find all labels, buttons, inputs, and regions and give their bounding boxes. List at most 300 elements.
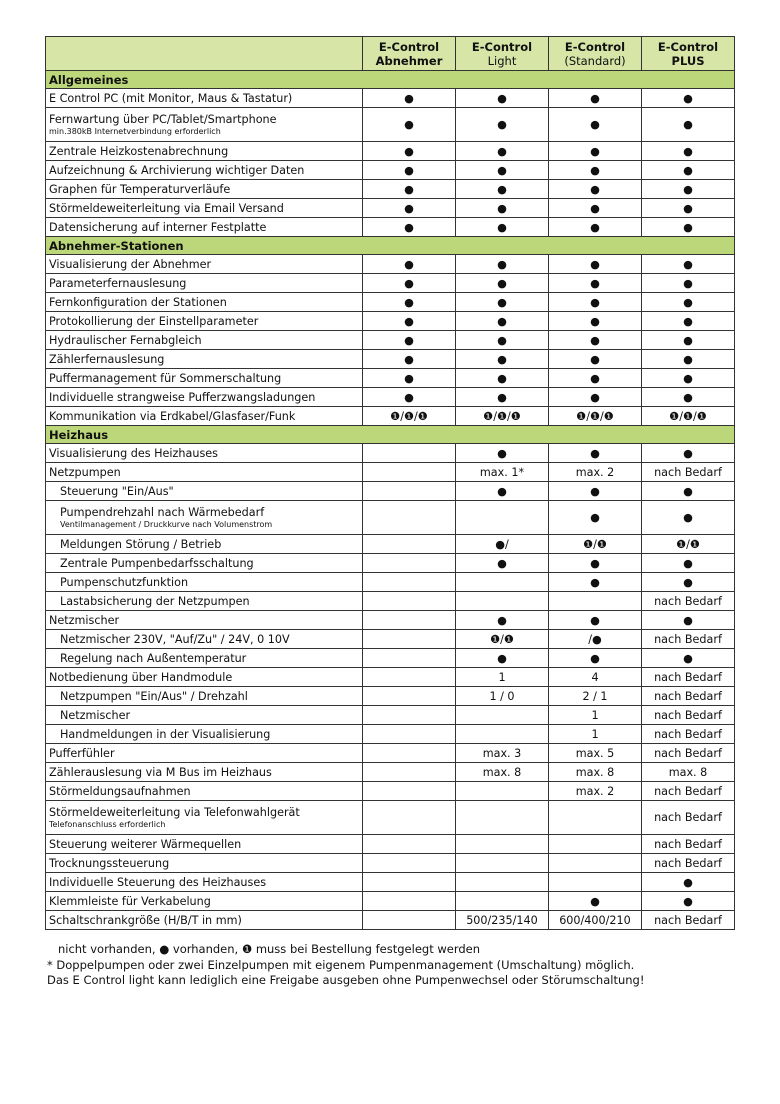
feature-label-cell — [46, 706, 363, 725]
value-cell: nach Bedarf — [642, 782, 735, 801]
table-row — [46, 312, 735, 331]
table-row — [46, 255, 735, 274]
table-row — [46, 744, 735, 763]
feature-label: Störmeldungsaufnahmen — [49, 784, 191, 798]
feature-label-cell — [46, 835, 363, 854]
value-cell — [456, 835, 549, 854]
value-cell: ● — [363, 218, 456, 237]
feature-label: Puffermanagement für Sommerschaltung — [49, 371, 282, 385]
table-row — [46, 706, 735, 725]
feature-label-cell — [46, 463, 363, 482]
feature-label-cell — [46, 535, 363, 554]
feature-label-cell — [46, 763, 363, 782]
value-cell — [363, 649, 456, 668]
footnote-light: Das E Control light kann lediglich eine Freigabe ausgeben ohne Pumpenwechsel oder Störumschaltung! — [47, 973, 645, 987]
feature-label: Graphen für Temperaturverläufe — [49, 182, 231, 196]
feature-label-cell — [46, 668, 363, 687]
value-cell: ● — [549, 554, 642, 573]
value-cell: ❶/❶/❶ — [642, 407, 735, 426]
feature-label: Individuelle strangweise Pufferzwangsladungen — [49, 390, 316, 404]
value-cell: ● — [456, 199, 549, 218]
feature-label: Schaltschrankgröße (H/B/T in mm) — [49, 913, 242, 927]
feature-label-cell — [46, 725, 363, 744]
header-variant: Light — [487, 53, 517, 68]
value-cell: ❶/❶ — [642, 535, 735, 554]
value-cell: ● — [549, 573, 642, 592]
feature-label-cell — [46, 744, 363, 763]
value-cell: ● — [642, 444, 735, 463]
value-cell: ● — [549, 388, 642, 407]
feature-label-cell — [46, 801, 363, 835]
table-row — [46, 854, 735, 873]
feature-label-cell — [46, 649, 363, 668]
value-cell — [363, 854, 456, 873]
feature-label-cell — [46, 911, 363, 930]
feature-label-cell — [46, 482, 363, 501]
table-row — [46, 725, 735, 744]
feature-label: Protokollierung der Einstellparameter — [49, 314, 259, 328]
table-row — [46, 407, 735, 426]
value-cell — [363, 668, 456, 687]
table-row — [46, 873, 735, 892]
feature-label-cell — [46, 293, 363, 312]
value-cell: ● — [363, 199, 456, 218]
feature-label: Parameterfernauslesung — [49, 276, 187, 290]
value-cell — [363, 444, 456, 463]
feature-label-cell — [46, 407, 363, 426]
value-cell: nach Bedarf — [642, 854, 735, 873]
section-title: Abnehmer-Stationen — [46, 237, 735, 255]
value-cell: max. 8 — [549, 763, 642, 782]
feature-label-cell — [46, 444, 363, 463]
feature-label: Aufzeichnung & Archivierung wichtiger Daten — [49, 163, 305, 177]
value-cell: nach Bedarf — [642, 801, 735, 835]
value-cell — [456, 725, 549, 744]
table-row — [46, 535, 735, 554]
table-row — [46, 108, 735, 142]
feature-label: Zählerfernauslesung — [49, 352, 165, 366]
value-cell: ● — [549, 274, 642, 293]
value-cell: ❶/❶ — [549, 535, 642, 554]
section-header-row — [46, 71, 735, 89]
table-row — [46, 611, 735, 630]
table-row — [46, 687, 735, 706]
value-cell: ● — [363, 108, 456, 142]
feature-label-cell — [46, 554, 363, 573]
feature-label-cell — [46, 854, 363, 873]
table-row — [46, 199, 735, 218]
value-cell — [363, 630, 456, 649]
feature-label-cell — [46, 369, 363, 388]
section-header-row — [46, 426, 735, 444]
value-cell: nach Bedarf — [642, 706, 735, 725]
header-title: E-Control — [564, 39, 626, 54]
value-cell: 600/400/210 — [549, 911, 642, 930]
header-variant: PLUS — [671, 53, 705, 68]
value-cell: 1 / 0 — [456, 687, 549, 706]
value-cell — [456, 573, 549, 592]
feature-label: Meldungen Störung / Betrieb — [60, 537, 222, 551]
value-cell: ❶/❶/❶ — [549, 407, 642, 426]
feature-label: Kommunikation via Erdkabel/Glasfaser/Funk — [49, 409, 296, 423]
feature-label-cell — [46, 892, 363, 911]
value-cell: ● — [642, 199, 735, 218]
header-empty-cell — [46, 37, 363, 71]
value-cell: ● — [456, 142, 549, 161]
feature-label-cell — [46, 142, 363, 161]
table-body — [46, 71, 735, 930]
table-row — [46, 89, 735, 108]
value-cell: /● — [549, 630, 642, 649]
header-col-abnehmer — [363, 37, 456, 71]
feature-label: Zentrale Heizkostenabrechnung — [49, 144, 229, 158]
feature-label: Netzmischer — [60, 708, 131, 722]
value-cell — [363, 687, 456, 706]
value-cell: ● — [456, 108, 549, 142]
value-cell — [549, 873, 642, 892]
value-cell: max. 8 — [456, 763, 549, 782]
value-cell: ● — [549, 293, 642, 312]
value-cell: ● — [549, 312, 642, 331]
value-cell: nach Bedarf — [642, 463, 735, 482]
value-cell: ● — [549, 350, 642, 369]
section-title: Allgemeines — [46, 71, 735, 89]
value-cell: ● — [363, 161, 456, 180]
value-cell: ● — [642, 161, 735, 180]
value-cell — [456, 801, 549, 835]
value-cell: ● — [642, 255, 735, 274]
feature-label: Visualisierung der Abnehmer — [49, 257, 212, 271]
feature-label: Hydraulischer Fernabgleich — [49, 333, 202, 347]
feature-label: Zentrale Pumpenbedarfsschaltung — [60, 556, 254, 570]
value-cell: ● — [549, 331, 642, 350]
value-cell: ● — [456, 312, 549, 331]
value-cell: ● — [642, 312, 735, 331]
table-row — [46, 554, 735, 573]
value-cell: max. 1* — [456, 463, 549, 482]
header-variant: (Standard) — [564, 53, 626, 68]
feature-label-cell — [46, 255, 363, 274]
value-cell — [363, 592, 456, 611]
table-row — [46, 463, 735, 482]
value-cell: ● — [549, 444, 642, 463]
feature-label: Fernkonfiguration der Stationen — [49, 295, 227, 309]
feature-label-cell — [46, 180, 363, 199]
header-title: E-Control — [471, 39, 533, 54]
value-cell: ● — [642, 274, 735, 293]
value-cell: ● — [642, 873, 735, 892]
value-cell — [363, 554, 456, 573]
table-row — [46, 331, 735, 350]
feature-label-cell — [46, 687, 363, 706]
value-cell: nach Bedarf — [642, 835, 735, 854]
value-cell — [363, 873, 456, 892]
value-cell — [363, 501, 456, 535]
value-cell: ● — [549, 142, 642, 161]
feature-label: Fernwartung über PC/Tablet/Smartphone — [49, 112, 277, 126]
value-cell: ● — [642, 89, 735, 108]
feature-label: Handmeldungen in der Visualisierung — [60, 727, 271, 741]
feature-label-cell — [46, 592, 363, 611]
value-cell: max. 2 — [549, 782, 642, 801]
header-title: E-Control — [378, 39, 440, 54]
table-row — [46, 350, 735, 369]
feature-label-cell — [46, 630, 363, 649]
table-row — [46, 649, 735, 668]
value-cell: ● — [456, 293, 549, 312]
feature-label: Steuerung weiterer Wärmequellen — [49, 837, 242, 851]
value-cell: ● — [642, 180, 735, 199]
value-cell: ● — [642, 331, 735, 350]
value-cell: max. 2 — [549, 463, 642, 482]
feature-label: E Control PC (mit Monitor, Maus & Tastatur) — [49, 91, 293, 105]
feature-label-cell — [46, 782, 363, 801]
feature-label: Trocknungssteuerung — [49, 856, 170, 870]
value-cell — [363, 744, 456, 763]
table-row — [46, 892, 735, 911]
value-cell — [363, 611, 456, 630]
value-cell: ● — [456, 255, 549, 274]
value-cell: ● — [549, 161, 642, 180]
value-cell — [456, 501, 549, 535]
table-header — [46, 37, 735, 71]
table-row — [46, 668, 735, 687]
feature-label-cell — [46, 611, 363, 630]
value-cell: ● — [456, 161, 549, 180]
value-cell — [363, 835, 456, 854]
value-cell: ● — [549, 108, 642, 142]
header-variant: Abnehmer — [375, 53, 443, 68]
header-col-plus — [642, 37, 735, 71]
feature-label-cell — [46, 161, 363, 180]
feature-label: Störmeldeweiterleitung via Email Versand — [49, 201, 284, 215]
value-cell: ● — [642, 350, 735, 369]
value-cell: ● — [456, 482, 549, 501]
value-cell: ● — [549, 892, 642, 911]
feature-note: Ventilmanagement / Druckkurve nach Volumenstrom — [60, 519, 273, 529]
value-cell: ● — [456, 649, 549, 668]
value-cell: ● — [456, 331, 549, 350]
value-cell — [363, 763, 456, 782]
table-row — [46, 274, 735, 293]
value-cell: ● — [456, 350, 549, 369]
value-cell: ● — [549, 180, 642, 199]
value-cell: 2 / 1 — [549, 687, 642, 706]
value-cell: max. 5 — [549, 744, 642, 763]
feature-label: Individuelle Steuerung des Heizhauses — [49, 875, 267, 889]
value-cell — [456, 854, 549, 873]
value-cell: ● — [549, 199, 642, 218]
value-cell: ● — [642, 108, 735, 142]
table-row — [46, 142, 735, 161]
feature-label: Regelung nach Außentemperatur — [60, 651, 247, 665]
value-cell: ● — [363, 293, 456, 312]
value-cell: ● — [363, 274, 456, 293]
value-cell: ● — [642, 142, 735, 161]
value-cell: ● — [363, 142, 456, 161]
value-cell: ❶/❶/❶ — [456, 407, 549, 426]
value-cell: ● — [549, 369, 642, 388]
feature-label: Lastabsicherung der Netzpumpen — [60, 594, 250, 608]
table-row — [46, 369, 735, 388]
value-cell: nach Bedarf — [642, 668, 735, 687]
value-cell — [363, 725, 456, 744]
feature-label-cell — [46, 388, 363, 407]
feature-note: Telefonanschluss erforderlich — [49, 819, 166, 829]
feature-label-cell — [46, 218, 363, 237]
feature-label: Netzpumpen — [49, 465, 121, 479]
value-cell: ● — [363, 312, 456, 331]
value-cell: ● — [456, 89, 549, 108]
feature-label: Steuerung "Ein/Aus" — [60, 484, 174, 498]
table-row — [46, 801, 735, 835]
feature-label: Netzpumpen "Ein/Aus" / Drehzahl — [60, 689, 248, 703]
value-cell: ● — [456, 388, 549, 407]
feature-label-cell — [46, 199, 363, 218]
value-cell: ● — [642, 501, 735, 535]
value-cell: 500/235/140 — [456, 911, 549, 930]
value-cell: 1 — [549, 725, 642, 744]
feature-label-cell — [46, 873, 363, 892]
value-cell — [549, 592, 642, 611]
table-row — [46, 630, 735, 649]
value-cell — [549, 854, 642, 873]
value-cell: nach Bedarf — [642, 744, 735, 763]
value-cell: nach Bedarf — [642, 592, 735, 611]
feature-label-cell — [46, 331, 363, 350]
value-cell: 4 — [549, 668, 642, 687]
feature-label: Netzmischer — [49, 613, 120, 627]
table-row — [46, 835, 735, 854]
feature-label-cell — [46, 89, 363, 108]
value-cell: ● — [363, 350, 456, 369]
table-row — [46, 911, 735, 930]
value-cell: ● — [642, 554, 735, 573]
value-cell — [456, 782, 549, 801]
feature-label-cell — [46, 350, 363, 369]
value-cell: ● — [642, 369, 735, 388]
value-cell: ● — [642, 649, 735, 668]
value-cell: ● — [363, 255, 456, 274]
value-cell: ● — [642, 892, 735, 911]
value-cell — [363, 482, 456, 501]
value-cell — [549, 801, 642, 835]
value-cell: ● — [642, 388, 735, 407]
feature-label: Pumpenschutzfunktion — [60, 575, 189, 589]
value-cell: ● — [642, 573, 735, 592]
header-title: E-Control — [657, 39, 719, 54]
value-cell: ❶/❶ — [456, 630, 549, 649]
value-cell — [363, 535, 456, 554]
feature-label-cell — [46, 274, 363, 293]
value-cell — [363, 782, 456, 801]
feature-label: Visualisierung des Heizhauses — [49, 446, 218, 460]
value-cell: max. 3 — [456, 744, 549, 763]
footnote-doppelpumpen: * Doppelpumpen oder zwei Einzelpumpen mit eigenem Pumpenmanagement (Umschaltung) möglich. — [47, 957, 635, 972]
value-cell: ● — [549, 611, 642, 630]
value-cell: ● — [642, 218, 735, 237]
table-row — [46, 763, 735, 782]
value-cell — [456, 592, 549, 611]
table-row — [46, 218, 735, 237]
table-row — [46, 782, 735, 801]
value-cell: ● — [549, 501, 642, 535]
value-cell: ● — [456, 274, 549, 293]
table-row — [46, 592, 735, 611]
table-row — [46, 501, 735, 535]
value-cell — [363, 706, 456, 725]
value-cell: ● — [549, 255, 642, 274]
value-cell: nach Bedarf — [642, 630, 735, 649]
value-cell: ● — [456, 218, 549, 237]
value-cell: 1 — [456, 668, 549, 687]
table-row — [46, 573, 735, 592]
feature-label-cell — [46, 312, 363, 331]
value-cell: ● — [363, 331, 456, 350]
feature-label: Pufferfühler — [49, 746, 115, 760]
value-cell: ● — [363, 369, 456, 388]
value-cell: nach Bedarf — [642, 725, 735, 744]
value-cell — [456, 873, 549, 892]
table-row — [46, 388, 735, 407]
value-cell: ● — [363, 388, 456, 407]
value-cell — [363, 911, 456, 930]
value-cell — [456, 706, 549, 725]
feature-label-cell — [46, 573, 363, 592]
section-header-row — [46, 237, 735, 255]
feature-label: Datensicherung auf interner Festplatte — [49, 220, 267, 234]
table-row — [46, 180, 735, 199]
table-row — [46, 293, 735, 312]
comparison-table — [45, 36, 735, 930]
value-cell: ● — [549, 482, 642, 501]
footnotes — [47, 942, 747, 989]
table-row — [46, 444, 735, 463]
value-cell: 1 — [549, 706, 642, 725]
header-col-light — [456, 37, 549, 71]
value-cell: ● — [456, 611, 549, 630]
value-cell — [549, 835, 642, 854]
value-cell: ● — [549, 649, 642, 668]
feature-label: Klemmleiste für Verkabelung — [49, 894, 211, 908]
value-cell: ● — [549, 218, 642, 237]
value-cell: ● — [642, 293, 735, 312]
value-cell: ● — [642, 482, 735, 501]
table-row — [46, 482, 735, 501]
value-cell: nach Bedarf — [642, 911, 735, 930]
value-cell: ❶/❶/❶ — [363, 407, 456, 426]
feature-label: Notbedienung über Handmodule — [49, 670, 233, 684]
feature-label-cell — [46, 501, 363, 535]
feature-label: Pumpendrehzahl nach Wärmebedarf — [60, 505, 265, 519]
value-cell: ● — [456, 554, 549, 573]
header-col-standard — [549, 37, 642, 71]
value-cell: ● — [456, 444, 549, 463]
feature-note: min.380kB Internetverbindung erforderlich — [49, 126, 221, 136]
value-cell — [456, 892, 549, 911]
value-cell — [363, 892, 456, 911]
feature-label: Zählerauslesung via M Bus im Heizhaus — [49, 765, 272, 779]
feature-label: Netzmischer 230V, "Auf/Zu" / 24V, 0 10V — [60, 632, 290, 646]
value-cell: ● — [549, 89, 642, 108]
value-cell: max. 8 — [642, 763, 735, 782]
value-cell — [363, 573, 456, 592]
value-cell: ● — [456, 180, 549, 199]
table-row — [46, 161, 735, 180]
feature-label: Störmeldeweiterleitung via Telefonwahlgerät — [49, 805, 300, 819]
section-title: Heizhaus — [46, 426, 735, 444]
value-cell: nach Bedarf — [642, 687, 735, 706]
